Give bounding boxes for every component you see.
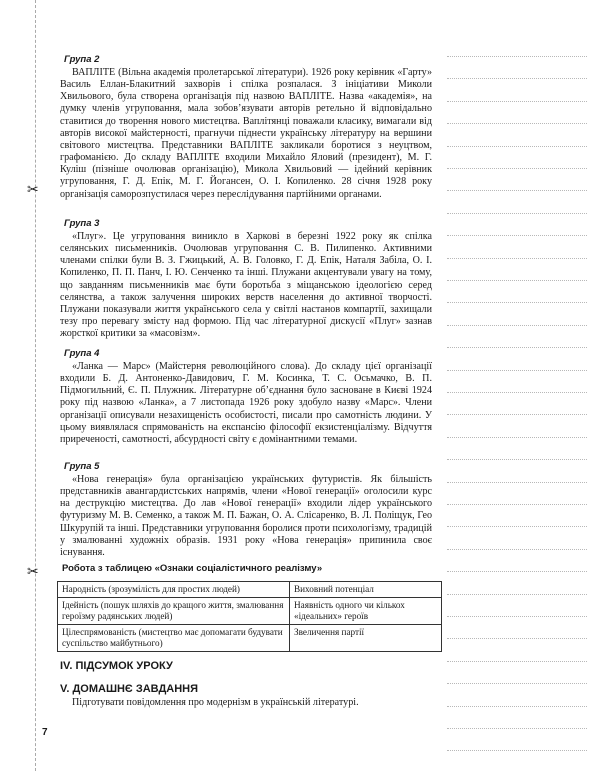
note-line <box>447 750 587 751</box>
note-line <box>447 683 587 684</box>
group-3 <box>60 218 432 340</box>
group-heading: Група 4 <box>64 348 100 359</box>
note-line <box>447 302 587 303</box>
note-line <box>447 101 587 102</box>
table-title: Робота з таблицею «Ознаки соціалістичного реалізму» <box>62 563 323 574</box>
section-heading-summary: IV. ПІДСУМОК УРОКУ <box>60 660 173 672</box>
group-text: «Ланка — Марс» (Майстерня революційного слова). До складу цієї організації входили Б. Д. Антоненко-Давидович, Г. М. Косинка, Т. С. Осьмачко, В. П. Підмогильний, Є. П. Плужник. Літературне об’єднання було засноване в Києві 1924 року під назвою «Ланка», а 7 листопада 1926 року здобуло назву «Марс». Члени організації описували незахищеність особистості, писали про самотність людини. У цьому виявлялася спрямованість на експансію філософії екзистенціалізму. Відчуття приреченості, самотності, абсурдності світу є домінантними темами. <box>60 361 432 445</box>
note-line <box>447 56 587 57</box>
note-line <box>447 123 587 124</box>
note-line <box>447 370 587 371</box>
note-line <box>447 325 587 326</box>
note-line <box>447 482 587 483</box>
group-text: «Нова генерація» була організацією українських футуристів. Як більшість представників авангардистських напрямів, члени «Нової генерації» оголосили курс на деструкцію мистецтва. До лав «Нової генерації» входили лідер українського футуризму М. В. Семенко, а також М. П. Бажан, О. А. Слісаренко, В. Л. Поліщук, Гео Шкурупій та інші. Представники угруповання боролися проти психологізму, традицій у змалюванні художніх образів. 1931 року «Нова генерація» припинила своє існування. <box>60 474 432 558</box>
scissors-icon: ✂ <box>27 565 39 580</box>
note-line <box>447 347 587 348</box>
socialist-realism-table <box>57 581 442 652</box>
homework-text: Підготувати повідомлення про модернізм в українській літературі. <box>72 697 359 708</box>
table-row <box>58 582 442 598</box>
note-line <box>447 706 587 707</box>
scissors-icon: ✂ <box>27 183 39 198</box>
group-heading: Група 2 <box>64 54 100 65</box>
section-heading-homework: V. ДОМАШНЄ ЗАВДАННЯ <box>60 683 199 695</box>
page-number: 7 <box>42 727 48 738</box>
note-line <box>447 146 587 147</box>
note-line <box>447 638 587 639</box>
table-cell: Виховний потенціал <box>290 582 442 598</box>
table-row <box>58 625 442 652</box>
note-line <box>447 594 587 595</box>
note-line <box>447 168 587 169</box>
note-line <box>447 258 587 259</box>
table-cell: Цілеспрямованість (мистецтво має допомагати будувати суспільство майбутнього) <box>58 625 290 652</box>
note-line <box>447 414 587 415</box>
group-5 <box>60 461 432 559</box>
note-line <box>447 616 587 617</box>
group-heading: Група 3 <box>64 218 100 229</box>
note-line <box>447 190 587 191</box>
table-cell: Ідейність (пошук шляхів до кращого життя, змалювання героїзму радянських людей) <box>58 598 290 625</box>
note-line <box>447 392 587 393</box>
group-2 <box>60 54 432 201</box>
note-line <box>447 571 587 572</box>
note-line <box>447 459 587 460</box>
note-line <box>447 213 587 214</box>
note-line <box>447 504 587 505</box>
group-text: ВАПЛІТЕ (Вільна академія пролетарської літератури). 1926 року керівник «Гарту» Василь Еллан-Блакитний захворів і спілка розпалася. З ініціативи Миколи Хвильового, була створена організація під назвою ВАПЛІТЕ. Назва «академія», на думку членів угруповання, мала зобов’язувати авторів ретельно й відповідально ставитися до творення нового мистецтва. Ваплітянці поважали класику, вимагали від авторів високої майстерності, прагнучи піднести українську літературу на вершини світового мистецтва. Представники ВАПЛІТЕ закликали боротися з неуцтвом, графоманією. До складу ВАПЛІТЕ входили Михайло Яловий (президент), М. Г. Куліш (пізніше очолював організацію), Микола Хвильовий — ідейний керівник угруповання, Г. Д. Епік, М. Г. Йогансен, О. І. Копиленко. 28 січня 1928 року організація саморозпустилася через переслідування партійними органами. <box>60 67 432 200</box>
note-line <box>447 437 587 438</box>
note-line <box>447 235 587 236</box>
note-line <box>447 728 587 729</box>
note-line <box>447 526 587 527</box>
note-line <box>447 280 587 281</box>
table-cell: Звеличення партії <box>290 625 442 652</box>
cut-line <box>35 0 36 771</box>
note-line <box>447 661 587 662</box>
group-heading: Група 5 <box>64 461 100 472</box>
table-cell: Наявність одного чи кількох «ідеальних» героїв <box>290 598 442 625</box>
note-line <box>447 78 587 79</box>
notes-margin <box>447 0 592 771</box>
table-cell: Народність (зрозумілість для простих людей) <box>58 582 290 598</box>
group-text: «Плуг». Це угруповання виникло в Харкові в березні 1922 року як спілка селянських письменників. Очолював угруповання С. В. Пилипенко. Активними членами спілки були В. З. Гжицький, А. В. Головко, Г. Д. Епік, Наталя Забіла, О. І. Копиленко, П. П. Панч, І. Ю. Сенченко та інші. Плужани акцентували увагу на тому, що завданням письменників має бути боротьба з міщанською ідеологією серед селянства, а також залучення широких верств населення до активної творчості. Плужани показували життя українського села у світлі настанов компартії, захищали тезу про перевагу змісту над формою. Під час літературної дискусії «Плуг» зазнав жорсткої критики за «масовізм». <box>60 231 432 340</box>
note-line <box>447 549 587 550</box>
table-row <box>58 598 442 625</box>
group-4 <box>60 348 432 446</box>
